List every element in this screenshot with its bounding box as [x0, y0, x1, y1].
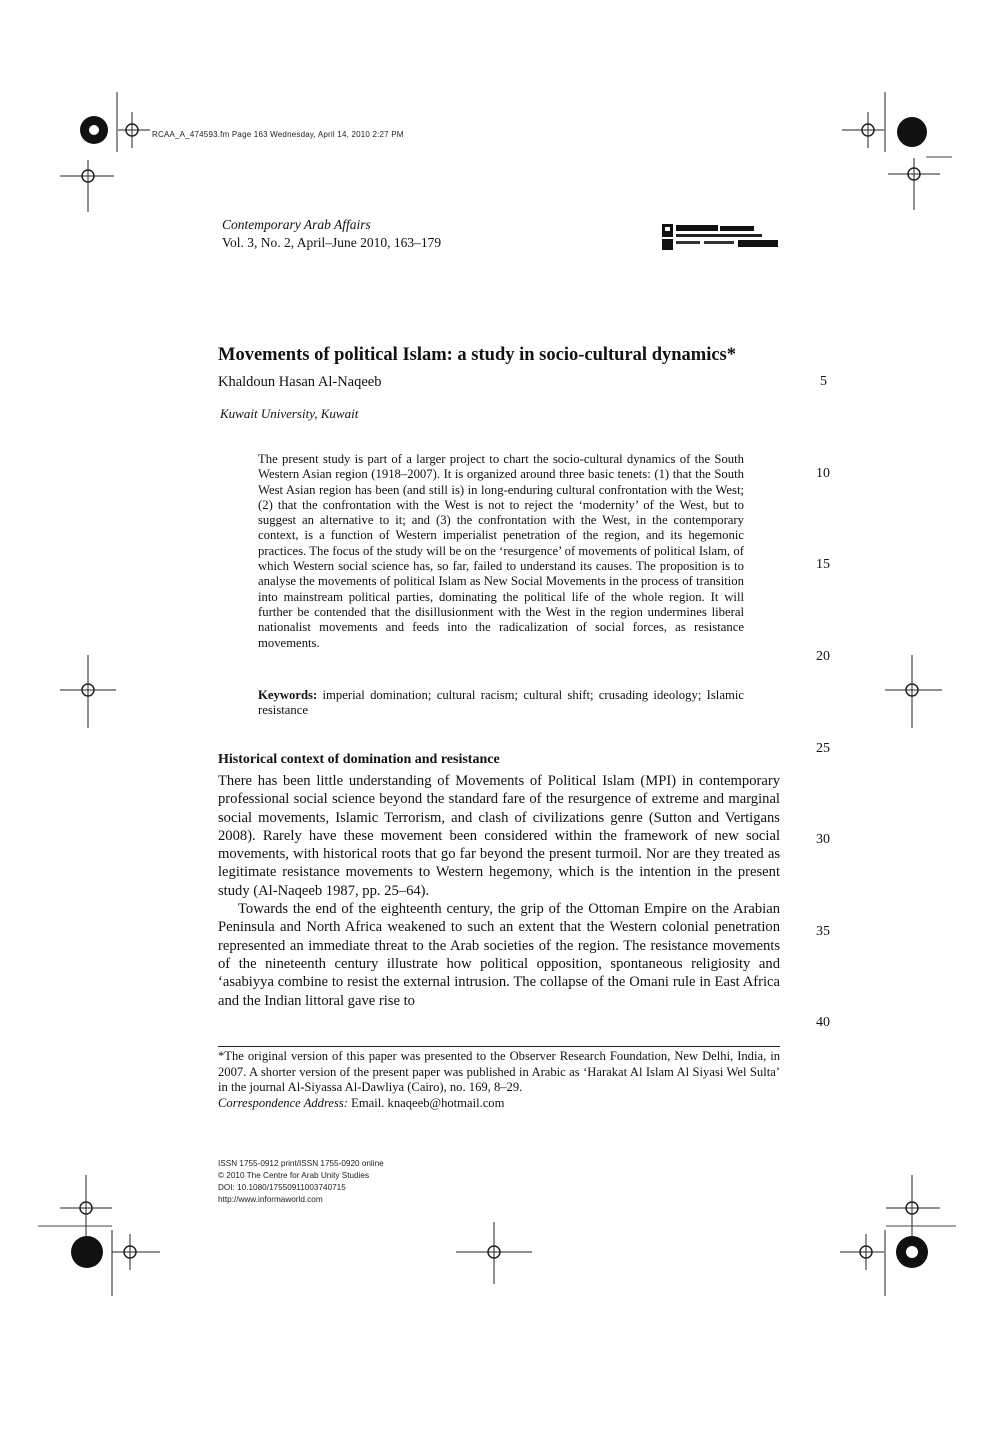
correspondence-email: Email. knaqeeb@hotmail.com: [348, 1095, 505, 1110]
url-line: http://www.informaworld.com: [218, 1195, 323, 1204]
line-number: 40: [816, 1015, 830, 1030]
footnote-text: *The original version of this paper was presented to the Observer Research Foundation, New Delhi, India, in 2007. A shorter version of the present paper was published in Arabic as ‘Harakat Al Islam Al Siyasi Wel Sulta’ in the journal Al-Siyassa Al-Dawliya (Cairo), no. 169, 8–29.: [218, 1049, 780, 1095]
line-number: 20: [816, 649, 830, 664]
line-number: 15: [816, 557, 830, 572]
crop-dot-bottom-left: [71, 1236, 103, 1268]
line-number: 5: [820, 374, 827, 389]
article-title: Movements of political Islam: a study in socio-cultural dynamics*: [218, 345, 736, 365]
copyright-line: © 2010 The Centre for Arab Unity Studies: [218, 1171, 370, 1180]
author-affiliation: Kuwait University, Kuwait: [220, 406, 359, 421]
print-slug: RCAA_A_474593.fm Page 163 Wednesday, April 14, 2010 2:27 PM: [152, 130, 404, 139]
body-paragraph-2: Towards the end of the eighteenth century, the grip of the Ottoman Empire on the Arabian Peninsula and North Africa weakened to such an extent that the Western colonial penetration represented an immediate threat to the Arab societies of the region. The resistance movements of the nineteenth century illustrate how political opposition, spontaneous religiosity and ‘asabiyya combine to resist the external intrusion. The collapse of the Omani rule in East Africa and the Indian littoral gave rise to: [218, 901, 780, 1009]
body-paragraph-1: There has been little understanding of Movements of Political Islam (MPI) in contemporary professional social science beyond the standard fare of the resurgence of extreme and marginal social movements, Islamic Terrorism, and clash of civilizations genre (Sutton and Vertigans 2008). Rarely have these movement been considered within the framework of new social movements, with historical roots that go far beyond the present turmoil. Nor are they treated as legitimate resistance movements to Western hegemony, which is the intention in the present study (Al-Naqeeb 1987, pp. 25–64).: [218, 773, 780, 899]
line-number: 10: [816, 466, 830, 481]
keywords-label: Keywords:: [258, 688, 318, 702]
correspondence-label: Correspondence Address:: [218, 1095, 349, 1110]
section-heading: Historical context of domination and resistance: [218, 752, 500, 767]
crop-dot-top-right: [897, 117, 927, 147]
journal-issue: Vol. 3, No. 2, April–June 2010, 163–179: [222, 235, 442, 250]
issn-line: ISSN 1755-0912 print/ISSN 1755-0920 online: [218, 1159, 384, 1168]
doi-line: DOI: 10.1080/17550911003740715: [218, 1183, 346, 1192]
line-number: 30: [816, 832, 830, 847]
journal-name: Contemporary Arab Affairs: [222, 217, 371, 232]
line-number: 35: [816, 924, 830, 939]
abstract-text: The present study is part of a larger project to chart the socio-cultural dynamics of the South Western Asian region (1918–2007). It is organized around three basic tenets: (1) that the South West Asian region has been (and still is) in long-enduring cultural confrontation with the West; (2) that the confrontation with the West is not to reject the ‘modernity’ of the West, but to suggest an alternative to it; and (3) the confrontation with the West, in the contemporary context, is a function of Western imperialist penetration of the region, and its hegemonic practices. The focus of the study will be on the ‘resurgence’ of movements of political Islam, of which Western social science has, so far, failed to understand its causes. The proposition is to analyse the movements of political Islam as New Social Movements in the process of transition into mainstream political parties, dominating the political life of the whole region. It will further be contended that the disillusionment with the West in the region undermines liberal nationalist movements and feeds into the radicalization of social forces, as resistance movements.: [258, 452, 744, 650]
keywords-text: imperial domination; cultural racism; cultural shift; crusading ideology; Islamic resistance: [258, 688, 744, 718]
author-name: Khaldoun Hasan Al-Naqeeb: [218, 374, 382, 390]
line-number: 25: [816, 741, 830, 756]
